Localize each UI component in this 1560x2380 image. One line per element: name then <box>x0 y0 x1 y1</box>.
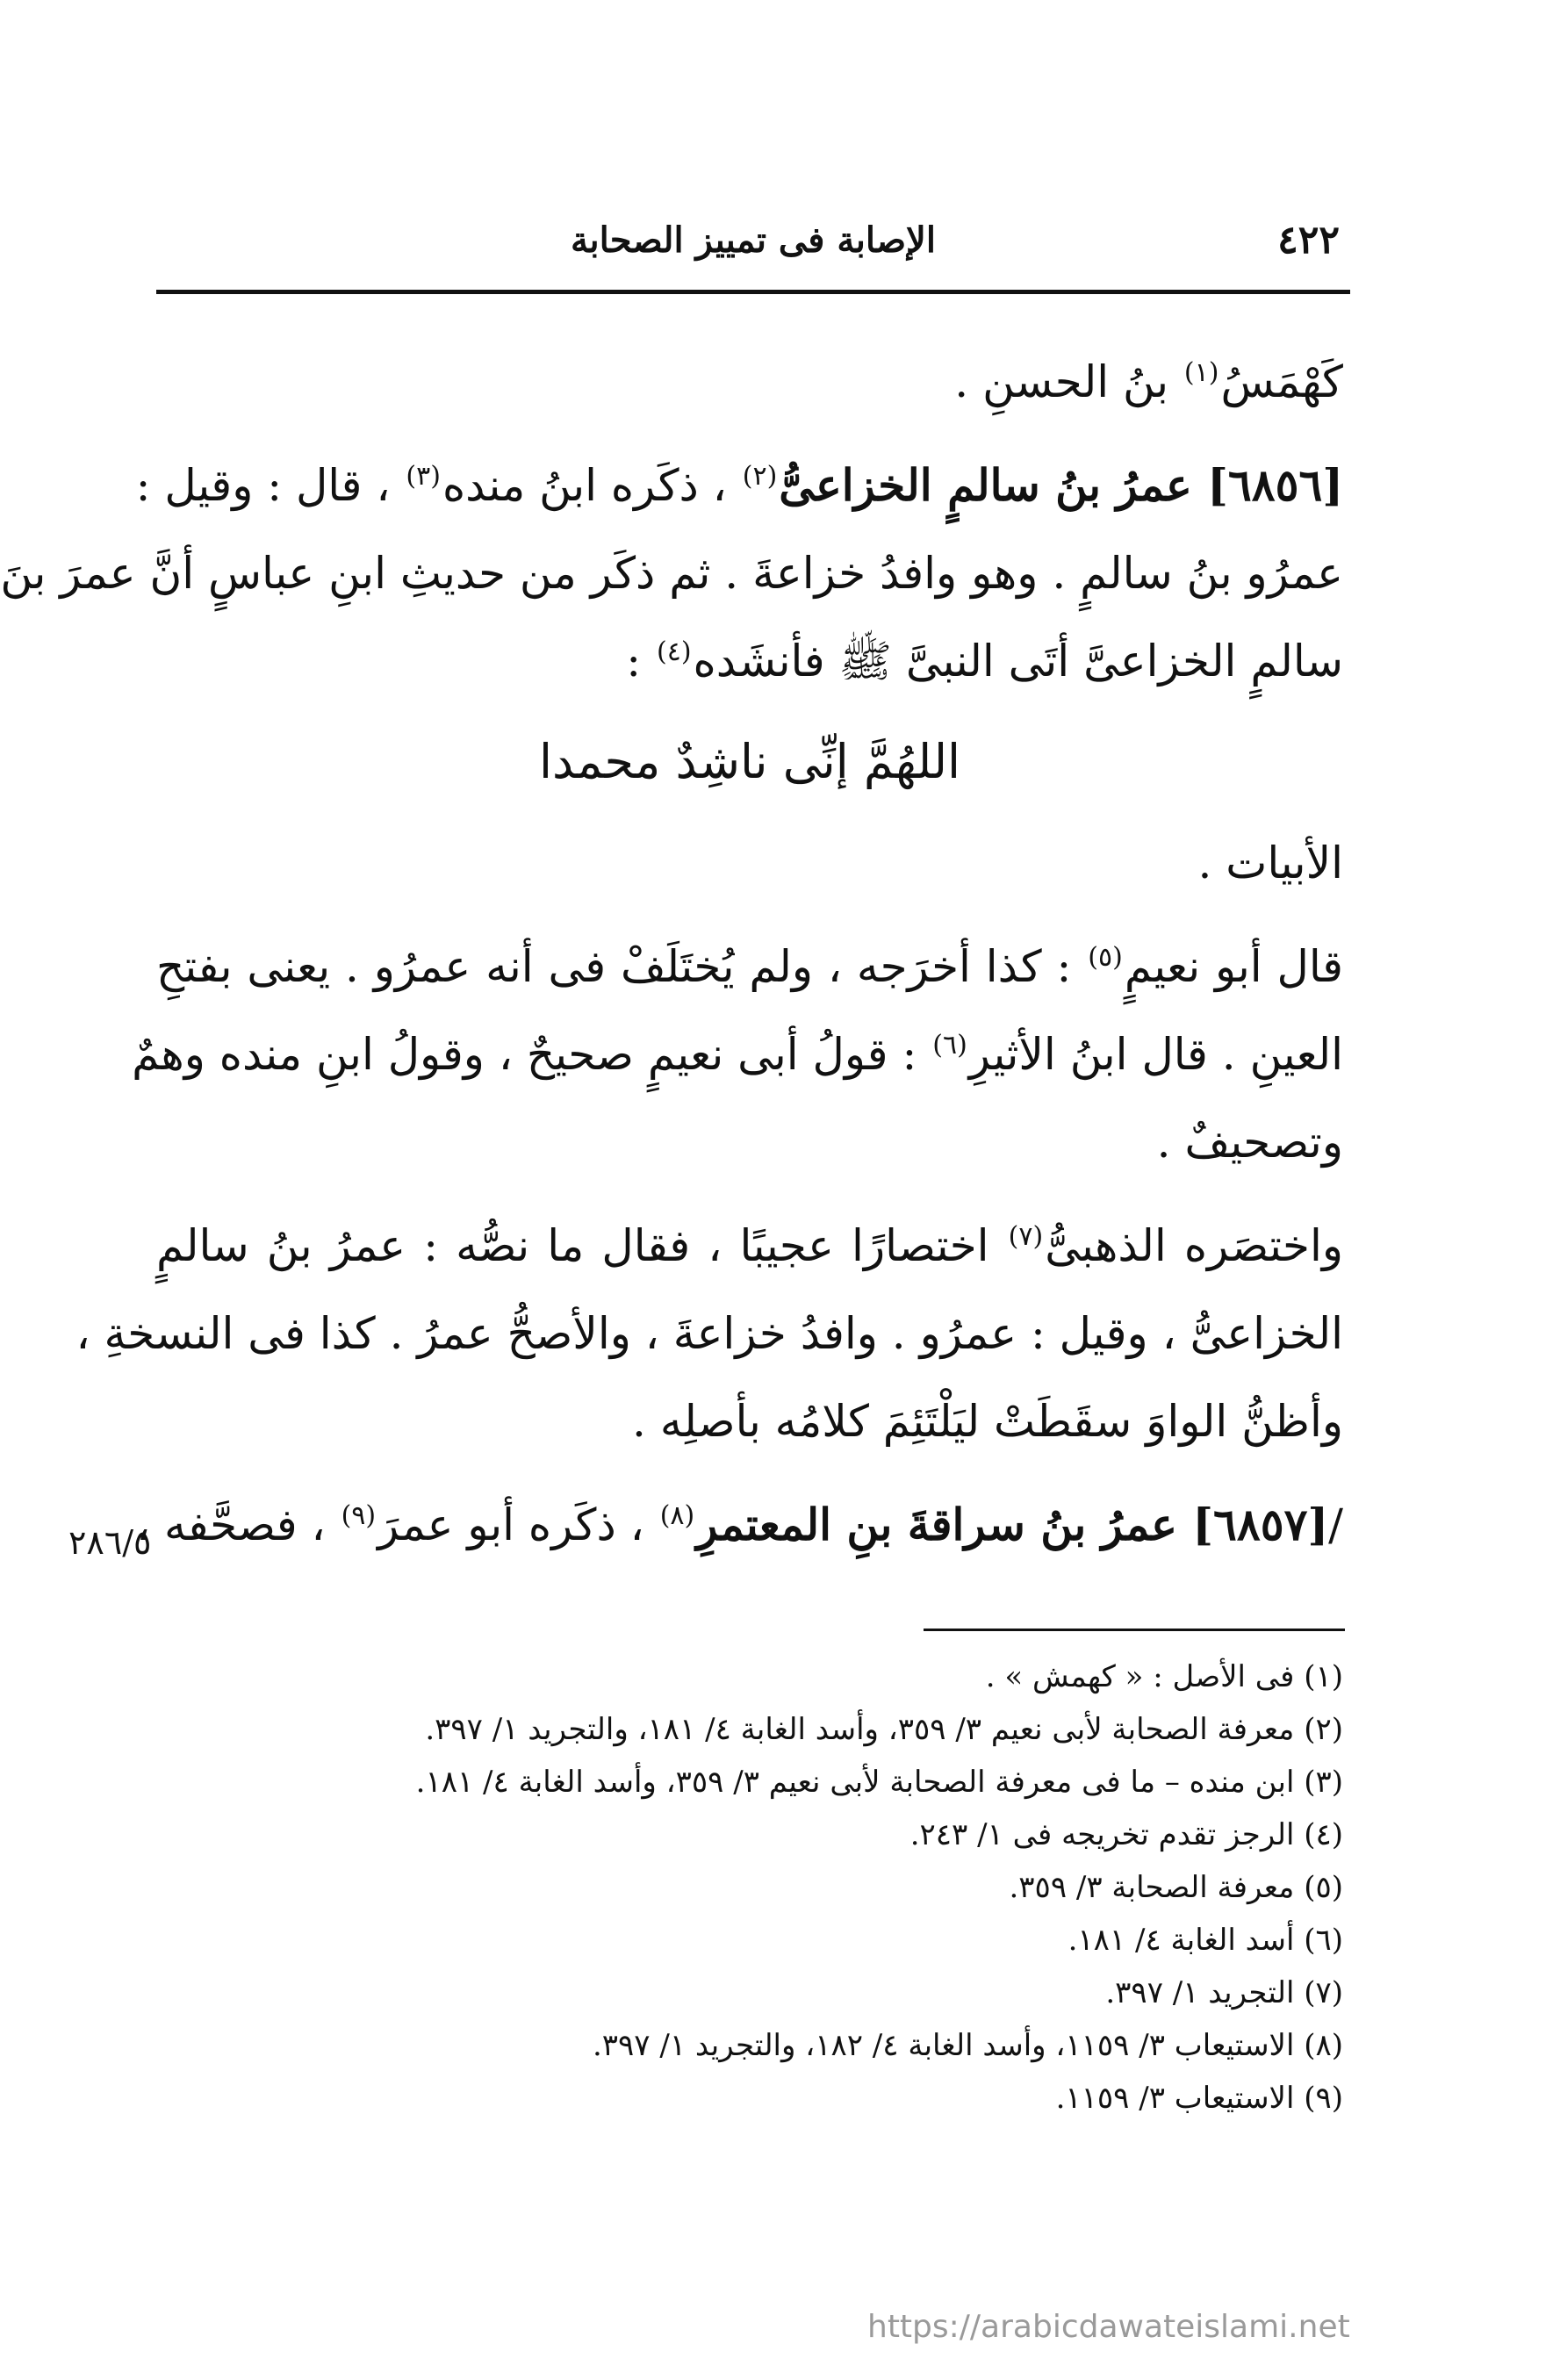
footnote-ref[interactable]: (٨) <box>659 1500 695 1532</box>
footnotes <box>156 1650 1343 2125</box>
page-break-slash: / <box>1328 1499 1343 1550</box>
footnote-ref[interactable]: (١) <box>1183 357 1219 389</box>
footnote: (٣) ابن منده – ما فى معرفة الصحابة لأبى نعيم ٣/ ٣٥٩، وأسد الغابة ٤/ ١٨١. <box>415 1765 1343 1800</box>
text-line: عمرُو بنُ سالمٍ . وهو وافدُ خزاعةَ . ثم ذكَر من حديثِ ابنِ عباسٍ أنَّ عمرَ بنَ <box>0 548 1343 599</box>
entry-heading: [٦٨٥٧] عمرُ بنُ سراقةَ بنِ المعتمرِ <box>696 1499 1329 1550</box>
footnote: (٩) الاستيعاب ٣/ ١١٥٩. <box>1055 2081 1343 2116</box>
footnote-ref[interactable]: (٥) <box>1088 942 1123 974</box>
text-line: وأظنُّ الواوَ سقَطَتْ ليَلْتَئِمَ كلامُه بأصلِه . <box>632 1396 1343 1447</box>
footnote-ref[interactable]: (٦) <box>932 1030 967 1061</box>
text-line: الخزاعىُّ ، وقيل : عمرُو . وافدُ خزاعةَ ، والأصحُّ عمرُ . كذا فى النسخةِ ، <box>75 1308 1343 1359</box>
footnote: (٢) معرفة الصحابة لأبى نعيم ٣/ ٣٥٩، وأسد الغابة ٤/ ١٨١، والتجريد ١/ ٣٩٧. <box>425 1712 1343 1747</box>
footnote-ref[interactable]: (٩) <box>341 1500 377 1532</box>
margin-page-note: ٢٨٦/٥ <box>68 1523 152 1562</box>
footnote-ref[interactable]: (٧) <box>1008 1221 1044 1253</box>
text-line <box>156 1202 1343 1290</box>
footnote: (٥) معرفة الصحابة ٣/ ٣٥٩. <box>1009 1870 1343 1905</box>
footnote-ref[interactable]: (٢) <box>742 461 778 493</box>
text-line <box>156 923 1343 1010</box>
footnote: (٦) أسد الغابة ٤/ ١٨١. <box>1068 1923 1343 1958</box>
text-line: وتصحيفٌ . <box>1156 1117 1343 1168</box>
watermark-url: https://arabicdawateislami.net <box>867 2309 1350 2345</box>
text-span: سالمٍ الخزاعىَّ أتَى النبىَّ ﷺ فأنشَده <box>693 636 1343 687</box>
text-span: كَهْمَسُ <box>1220 356 1343 407</box>
text-span: : <box>626 636 642 687</box>
entry-heading-line <box>135 1481 1343 1569</box>
text-line <box>132 1010 1343 1098</box>
text-span: العينِ . قال ابنُ الأثيرِ <box>968 1029 1343 1080</box>
footnote: (٧) التجريد ١/ ٣٩٧. <box>1105 1975 1343 2010</box>
text-span: ، فصحَّفه ، <box>135 1499 326 1550</box>
text-span: : كذا أخرَجه ، ولم يُختَلَفْ فى أنه عمرُو . يعنى بفتحِ <box>156 941 1072 992</box>
verse-line: اللهُمَّ إنِّى ناشِدٌ محمدا <box>538 734 961 789</box>
text-span: بنُ الحسنِ . <box>954 356 1169 407</box>
text-span: ، قال : وقيل : <box>135 460 391 511</box>
footnote: (٤) الرجز تقدم تخريجه فى ١/ ٢٤٣. <box>909 1817 1343 1852</box>
text-span: واختصَره الذهبىُّ <box>1045 1220 1343 1271</box>
text-span: اختصارًا عجيبًا ، فقال ما نصُّه : عمرُ بنُ سالمٍ <box>156 1220 989 1271</box>
entry-heading-line <box>135 442 1343 529</box>
text-span: قال أبو نعيمٍ <box>1124 941 1343 992</box>
header-rule <box>156 290 1350 294</box>
footnote: (١) فى الأصل : « كهمش » . <box>985 1659 1343 1694</box>
running-title: الإصابة فى تمييز الصحابة <box>571 219 936 261</box>
text-line <box>156 617 1343 705</box>
text-line: الأبيات . <box>1197 838 1343 888</box>
footnote-rule <box>924 1629 1345 1631</box>
text-line <box>156 338 1343 426</box>
text-span: ، ذكَره ابنُ منده <box>442 460 727 511</box>
text-span: ، ذكَره أبو عمرَ <box>377 1499 644 1550</box>
text-span: : قولُ أبى نعيمٍ صحيحٌ ، وقولُ ابنِ منده وهمٌ <box>132 1029 917 1080</box>
footnote-ref[interactable]: (٤) <box>656 636 692 668</box>
running-header <box>156 211 1350 272</box>
footnote-ref[interactable]: (٣) <box>406 461 441 493</box>
entry-heading: [٦٨٥٦] عمرُ بنُ سالمٍ الخزاعىُّ <box>779 459 1343 511</box>
page-number: ٤٢٢ <box>1277 218 1340 262</box>
footnote: (٨) الاستيعاب ٣/ ١١٥٩، وأسد الغابة ٤/ ١٨٢، والتجريد ١/ ٣٩٧. <box>592 2028 1343 2063</box>
